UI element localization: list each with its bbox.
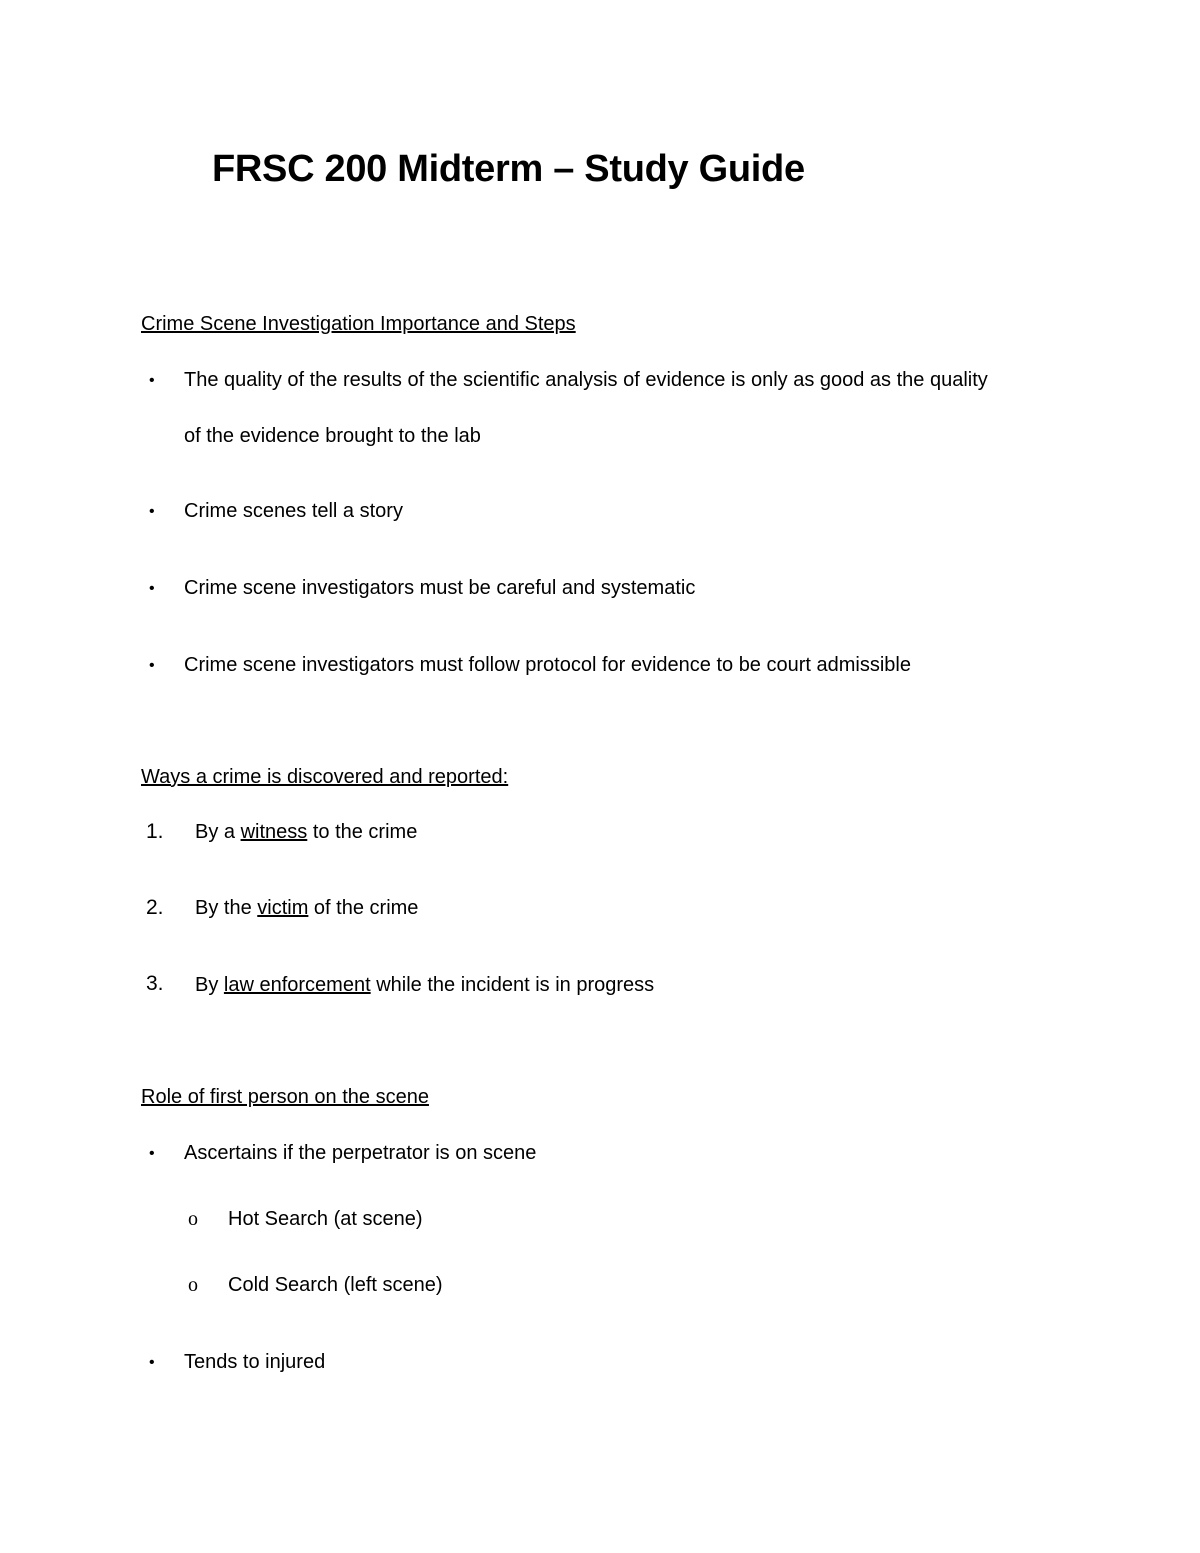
item-keyword-underlined: law enforcement xyxy=(223,974,371,996)
item-text-post: while the incident is in progress xyxy=(370,974,655,996)
bullet-item-text: Ascertains if the perpetrator is on scene xyxy=(184,1142,537,1164)
item-text-post: to the crime xyxy=(307,821,418,843)
bullet-item-text: Crime scenes tell a story xyxy=(184,500,403,522)
numbered-item-text xyxy=(195,821,417,844)
bullet-marker: • xyxy=(149,372,155,389)
bullet-marker: • xyxy=(149,1145,155,1162)
item-text-pre: By a xyxy=(195,821,241,843)
sub-bullet-item-text: Hot Search (at scene) xyxy=(228,1208,423,1230)
list-number: 3. xyxy=(146,972,164,995)
bullet-marker: • xyxy=(149,1354,155,1371)
section-heading-role-first-person: Role of first person on the scene xyxy=(141,1086,429,1108)
item-keyword-underlined: witness xyxy=(240,821,308,843)
sub-bullet-marker: o xyxy=(188,1274,198,1296)
numbered-item-text xyxy=(195,897,418,920)
bullet-item-text: Tends to injured xyxy=(184,1351,326,1373)
item-text-pre: By xyxy=(195,974,224,996)
document-title: FRSC 200 Midterm – Study Guide xyxy=(212,148,805,190)
item-text-post: of the crime xyxy=(308,897,419,919)
list-number: 2. xyxy=(146,896,164,919)
item-text-pre: By the xyxy=(195,897,258,919)
numbered-item-text xyxy=(195,974,654,997)
bullet-item-text: Crime scene investigators must be careful and systematic xyxy=(184,577,696,599)
section-heading-crime-scene-investigation: Crime Scene Investigation Importance and Steps xyxy=(141,313,576,335)
bullet-marker: • xyxy=(149,580,155,597)
sub-bullet-item-text: Cold Search (left scene) xyxy=(228,1274,443,1296)
bullet-marker: • xyxy=(149,657,155,674)
section-heading-ways-crime-discovered: Ways a crime is discovered and reported: xyxy=(141,766,509,788)
list-number: 1. xyxy=(146,820,164,843)
bullet-item-text: The quality of the results of the scientific analysis of evidence is only as good as the quality xyxy=(184,369,988,391)
sub-bullet-marker: o xyxy=(188,1208,198,1230)
bullet-marker: • xyxy=(149,503,155,520)
bullet-item-text-continued: of the evidence brought to the lab xyxy=(184,425,481,447)
item-keyword-underlined: victim xyxy=(257,897,309,919)
bullet-item-text: Crime scene investigators must follow protocol for evidence to be court admissible xyxy=(184,654,911,676)
